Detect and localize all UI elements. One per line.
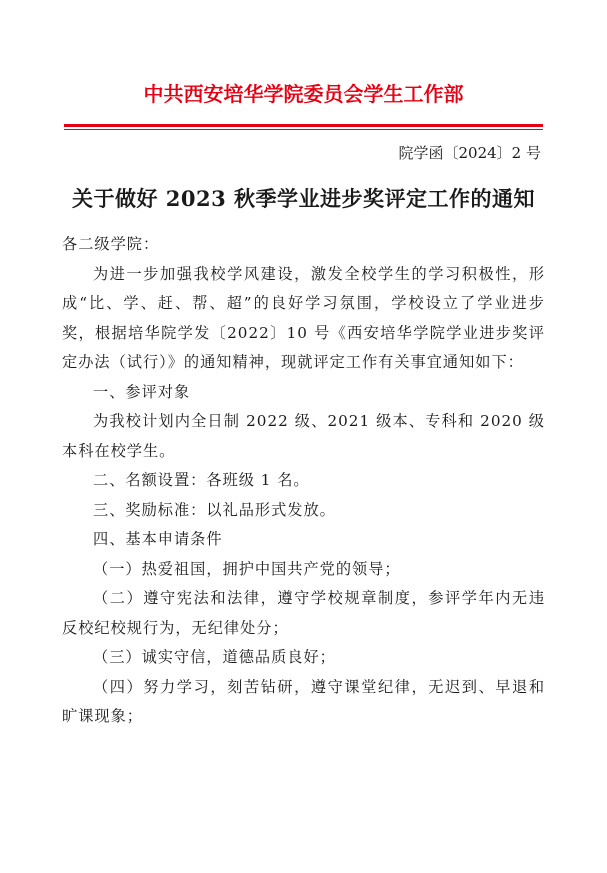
- notice-title: 关于做好 2023 秋季学业进步奖评定工作的通知: [71, 186, 536, 211]
- section-1-heading: 一、参评对象: [93, 382, 191, 401]
- salutation: 各二级学院：: [62, 235, 160, 253]
- masthead-org-name: 中共西安培华学院委员会学生工作部: [143, 82, 464, 106]
- section-2: 二、名额设置：各班级 1 名。: [93, 471, 310, 489]
- section-3: 三、奖励标准：以礼品形式发放。: [93, 500, 336, 519]
- masthead-rule-thick: [64, 124, 543, 127]
- section-1-text: 为我校计划内全日制 2022 级、2021 级本、专科和 2020 级本科在校学生。: [62, 412, 545, 460]
- intro-paragraph: 为进一步加强我校学风建设，激发全校学生的学习积极性，形成“比、学、赶、帮、超”的良好学习氛围，学校设立了学业进步奖，根据培华院学发〔2022〕10 号《西安培华学院学业进步奖评定办法（试行）》的通知精神，现就评定工作有关事宜通知如下：: [62, 264, 545, 371]
- masthead-rule-thin: [64, 129, 543, 130]
- condition-4: （四）努力学习，刻苦钻研，遵守课堂纪律，无迟到、早退和旷课现象；: [62, 677, 545, 725]
- condition-3: （三）诚实守信，道德品质良好；: [93, 648, 336, 666]
- condition-2: （二）遵守宪法和法律，遵守学校规章制度，参评学年内无违反校纪校规行为，无纪律处分；: [62, 589, 545, 637]
- notice-body: [62, 230, 545, 732]
- document-number: 院学函〔2024〕2 号: [398, 144, 541, 162]
- condition-1: （一）热爱祖国，拥护中国共产党的领导；: [93, 559, 401, 578]
- section-4-heading: 四、基本申请条件: [93, 530, 223, 548]
